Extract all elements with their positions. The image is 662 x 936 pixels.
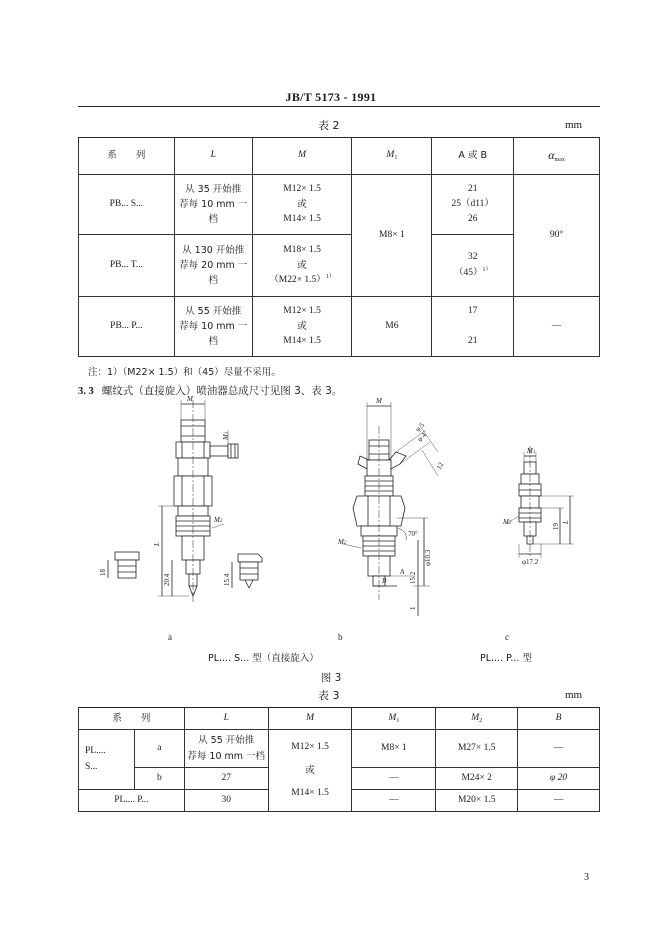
table2-cell-M1-merged: M8× 1 [352, 175, 432, 297]
table2-cell-series: PB... T... [79, 235, 175, 297]
label-20-4: 20.4 [163, 573, 171, 586]
table2-cell-M: M18× 1.5 或 $(M22\times 1.5)^{1)}$ [252, 235, 352, 297]
drawing-a [108, 400, 262, 602]
table3-cell-series: PL.... S... [79, 730, 135, 790]
table3-cell-B: φ 20 [518, 768, 600, 790]
table2-header-M: M [252, 138, 352, 175]
drawing-c [506, 446, 574, 558]
table3-cell-sub: b [134, 768, 184, 790]
figure-caption-c: PL.... P... 型 [480, 653, 532, 664]
label-M1-c: M1 [527, 447, 536, 455]
table2-caption: 表 2 [318, 119, 340, 132]
table2-header-M1: $M_1$ [352, 138, 432, 175]
table2-cell-alpha: — [514, 297, 600, 357]
figure-sub-c: c [505, 632, 509, 642]
table3-cell-M1: M8× 1 [352, 730, 436, 768]
table3 [78, 707, 600, 812]
table3-cell-M2: M20× 1.5 [436, 790, 518, 812]
table-row [79, 297, 600, 357]
label-12: 12 [434, 460, 446, 471]
figure-caption-ab: PL.... S... 型（直接旋入） [208, 653, 319, 664]
table2-header-AB: A 或 B [432, 138, 514, 175]
table3-cell-B: — [518, 730, 600, 768]
label-M-a: M [187, 395, 193, 403]
table3-cell-L: 从 55 开始推 荐每 10 mm 一档 [184, 730, 268, 768]
table2-cell-AB: 17 21 [432, 297, 514, 357]
label-70: 70° [408, 530, 418, 538]
table2-cell-M: M12× 1.5 或 M14× 1.5 [252, 175, 352, 235]
table-row [79, 175, 600, 235]
table3-cell-M1: — [352, 790, 436, 812]
table2-cell-series: PB... S... [79, 175, 175, 235]
table2-unit: mm [565, 119, 583, 131]
table3-unit: mm [565, 689, 583, 701]
table3-header-row [79, 708, 600, 730]
header-rule [78, 106, 600, 107]
table3-cell-B: — [518, 790, 600, 812]
table2-cell-L: 从 130 开始推 荐每 20 mm 一档 [174, 235, 252, 297]
table3-header-M: M [268, 708, 352, 730]
table2-cell-AB: 21 25（d11） 26 [432, 175, 514, 235]
page-number: 3 [584, 872, 589, 883]
figure-sub-b: b [338, 632, 343, 642]
table2-cell-L: 从 35 开始推 荐每 10 mm 一档 [174, 175, 252, 235]
table2-header-L: L [174, 138, 252, 175]
table3-header-M1: $M_1$ [352, 708, 436, 730]
table3-caption: 表 3 [318, 689, 340, 702]
label-M-b: M [376, 397, 382, 405]
table3-cell-M2: M24× 2 [436, 768, 518, 790]
label-1: 1 [409, 606, 417, 610]
table3-cell-M1: — [352, 768, 436, 790]
table3-cell-L: 30 [184, 790, 268, 812]
table2-header-alpha: $\alpha_{max}$ [514, 138, 600, 175]
label-phi4: φ 4 [415, 431, 428, 444]
label-L-c: L [562, 520, 570, 524]
label-L-a: L [153, 542, 161, 546]
table3-cell-M2: M27× 1.5 [436, 730, 518, 768]
table3-header-B: B [518, 708, 600, 730]
table-row [79, 730, 600, 768]
table2-header-row [79, 138, 600, 175]
label-B-b: B [382, 577, 387, 585]
figure-sub-a: a [168, 632, 172, 642]
table3-header-L: L [184, 708, 268, 730]
table3-cell-series: PL.... P... [79, 790, 185, 812]
label-15-4: 15.4 [223, 573, 231, 586]
section-3-3: 3. 3 螺纹式（直接旋入）喷油器总成尺寸见图 3、表 3。 [78, 385, 343, 397]
label-15-2: 15.2 [409, 571, 417, 584]
table2-cell-M1: M6 [352, 297, 432, 357]
label-M2-a: M2 [214, 516, 223, 524]
table2-cell-L: 从 55 开始推 荐每 10 mm 一档 [174, 297, 252, 357]
table3-header-series: 系 列 [79, 708, 185, 730]
label-19: 19 [552, 523, 560, 530]
figure3-drawing [78, 390, 598, 640]
table2-cell-AB: 32 $(45)^{1)}$ [432, 235, 514, 297]
table2-cell-series: PB... P... [79, 297, 175, 357]
label-A-b: A [400, 568, 405, 576]
figure-number: 图 3 [320, 672, 342, 684]
label-M2-b: M2 [338, 538, 347, 546]
table3-cell-L: 27 [184, 768, 268, 790]
label-18: 18 [99, 569, 107, 576]
label-phi10: φ10.3 [424, 549, 432, 566]
label-M1-a: M1 [222, 431, 230, 440]
table3-cell-M-merged: M12× 1.5 或 M14× 1.5 [268, 730, 352, 812]
label-M2-c: M2 [503, 518, 512, 526]
table2-header-series: 系 列 [79, 138, 175, 175]
label-phi5: φ 5 [413, 421, 426, 434]
document-header-title: JB/T 5173 - 1991 [285, 90, 377, 104]
table2-cell-alpha-merged: 90° [514, 175, 600, 297]
table3-header-M2: $M_2$ [436, 708, 518, 730]
table2-note: 注：1）（M22× 1.5）和（45）尽量不采用。 [88, 367, 281, 378]
label-phi17: φ17.2 [522, 558, 539, 566]
table3-cell-sub: a [134, 730, 184, 768]
table2-cell-M: M12× 1.5 或 M14× 1.5 [252, 297, 352, 357]
table2 [78, 137, 600, 357]
